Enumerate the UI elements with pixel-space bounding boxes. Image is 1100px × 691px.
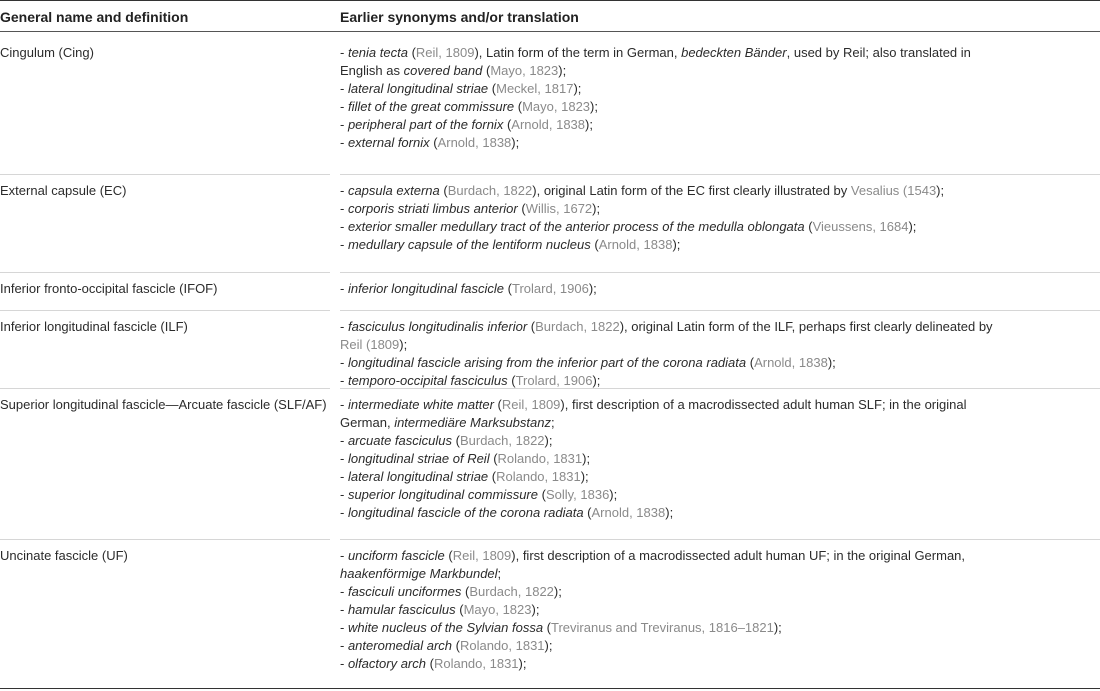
synonym-term: lateral longitudinal striae bbox=[347, 469, 489, 484]
synonym-term: white nucleus of the Sylvian fossa bbox=[347, 620, 544, 635]
citation: Burdach, 1822 bbox=[535, 319, 620, 334]
synonym-text: - bbox=[340, 81, 348, 96]
synonym-text: ; bbox=[550, 415, 555, 430]
synonym-text: ); bbox=[936, 183, 945, 198]
synonym-line bbox=[340, 336, 1100, 354]
synonym-term: arcuate fasciculus bbox=[347, 433, 453, 448]
synonym-term: fillet of the great commissure bbox=[347, 99, 515, 114]
synonyms-cell bbox=[340, 280, 1100, 298]
synonym-line bbox=[340, 450, 1100, 468]
synonym-line bbox=[340, 655, 1100, 673]
synonym-text: ); bbox=[592, 201, 601, 216]
synonym-text: - bbox=[340, 505, 348, 520]
synonym-text: ); bbox=[827, 355, 836, 370]
synonyms-cell bbox=[340, 396, 1100, 522]
synonym-text: ( bbox=[461, 584, 470, 599]
citation: Rolando, 1831 bbox=[496, 469, 581, 484]
row-separator-left bbox=[0, 272, 330, 273]
synonym-text: ); bbox=[399, 337, 408, 352]
synonym-text: ); bbox=[665, 505, 674, 520]
row-separator-left bbox=[0, 310, 330, 311]
citation: Burdach, 1822 bbox=[469, 584, 554, 599]
synonym-term: lateral longitudinal striae bbox=[347, 81, 489, 96]
synonym-line bbox=[340, 354, 1100, 372]
synonym-line bbox=[340, 182, 1100, 200]
synonym-text: - bbox=[340, 45, 348, 60]
synonym-term: intermediate white matter bbox=[347, 397, 494, 412]
synonym-term: longitudinal fascicle arising from the inferior part of the corona radiata bbox=[347, 355, 747, 370]
synonym-text: - bbox=[340, 355, 348, 370]
synonym-text: - bbox=[340, 602, 348, 617]
synonym-text: ( bbox=[504, 281, 512, 296]
citation: Rolando, 1831 bbox=[459, 638, 545, 653]
synonym-term: superior longitudinal commissure bbox=[347, 487, 538, 502]
citation: Mayo, 1823 bbox=[490, 63, 559, 78]
citation: Vieussens, 1684 bbox=[812, 219, 909, 234]
synonym-text: ); bbox=[531, 602, 540, 617]
synonym-term: exterior smaller medullary tract of the anterior process of the medulla oblongata bbox=[347, 219, 805, 234]
synonym-text: ); bbox=[553, 584, 562, 599]
synonym-term: covered band bbox=[403, 63, 483, 78]
synonym-text: ), Latin form of the term in German, bbox=[474, 45, 682, 60]
synonym-line bbox=[340, 432, 1100, 450]
general-name-cell: Inferior fronto-occipital fascicle (IFOF) bbox=[0, 281, 218, 296]
synonym-text: ); bbox=[558, 63, 567, 78]
synonym-text: ); bbox=[773, 620, 782, 635]
synonym-text: - bbox=[340, 117, 348, 132]
synonym-line bbox=[340, 504, 1100, 522]
synonym-line bbox=[340, 200, 1100, 218]
synonym-line bbox=[340, 619, 1100, 637]
synonym-term: inferior longitudinal fascicle bbox=[347, 281, 505, 296]
synonym-text: - bbox=[340, 451, 348, 466]
synonym-line bbox=[340, 62, 1100, 80]
synonym-text: ( bbox=[455, 602, 464, 617]
synonym-text: ( bbox=[583, 505, 592, 520]
citation: Meckel, 1817 bbox=[496, 81, 574, 96]
synonym-text: ( bbox=[488, 81, 497, 96]
synonym-text: - bbox=[340, 237, 348, 252]
synonym-line bbox=[340, 486, 1100, 504]
row-separator-right bbox=[340, 174, 1100, 175]
synonym-line bbox=[340, 134, 1100, 152]
synonym-text: ); bbox=[544, 638, 553, 653]
synonym-term: hamular fasciculus bbox=[347, 602, 456, 617]
synonym-text: ( bbox=[444, 548, 453, 563]
synonym-text: ( bbox=[507, 373, 516, 388]
synonym-text: - bbox=[340, 584, 348, 599]
synonym-text: ( bbox=[452, 638, 460, 653]
synonym-line bbox=[340, 318, 1100, 336]
synonym-line bbox=[340, 218, 1100, 236]
synonym-text: ( bbox=[452, 433, 460, 448]
citation: Reil, 1809 bbox=[452, 548, 512, 563]
synonym-text: - bbox=[340, 135, 348, 150]
synonym-text: , used by Reil; also translated in bbox=[786, 45, 971, 60]
synonym-text: ( bbox=[537, 487, 546, 502]
synonym-text: - bbox=[340, 548, 348, 563]
synonym-text: - bbox=[340, 281, 348, 296]
general-name-cell: Uncinate fascicle (UF) bbox=[0, 548, 128, 563]
synonym-term: medullary capsule of the lentiform nucleus bbox=[347, 237, 591, 252]
synonym-text: - bbox=[340, 638, 348, 653]
synonym-text: - bbox=[340, 319, 348, 334]
general-name-cell: Inferior longitudinal fascicle (ILF) bbox=[0, 319, 188, 334]
synonym-term: anteromedial arch bbox=[347, 638, 453, 653]
synonym-line bbox=[340, 396, 1100, 414]
row-separator-right bbox=[340, 272, 1100, 273]
synonym-term: haakenförmige Markbundel bbox=[340, 566, 498, 581]
synonym-text: German, bbox=[340, 415, 395, 430]
citation: Rolando, 1831 bbox=[497, 451, 583, 466]
synonym-text: ); bbox=[518, 656, 527, 671]
synonym-line bbox=[340, 80, 1100, 98]
synonym-text: ( bbox=[489, 451, 498, 466]
synonym-text: ( bbox=[804, 219, 813, 234]
citation: Arnold, 1838 bbox=[598, 237, 673, 252]
synonyms-cell bbox=[340, 547, 1100, 673]
row-separator-left bbox=[0, 388, 330, 389]
general-name-cell: Superior longitudinal fascicle—Arcuate fascicle (SLF/AF) bbox=[0, 397, 327, 412]
synonym-text: ( bbox=[746, 355, 755, 370]
synonym-text: ); bbox=[592, 373, 601, 388]
synonym-text: - bbox=[340, 487, 348, 502]
synonym-text: English as bbox=[340, 63, 404, 78]
synonym-line bbox=[340, 280, 1100, 298]
synonym-text: ( bbox=[590, 237, 599, 252]
citation: Treviranus and Treviranus, 1816–1821 bbox=[551, 620, 774, 635]
synonym-line bbox=[340, 637, 1100, 655]
synonym-text: ); bbox=[580, 469, 589, 484]
row-separator bbox=[0, 272, 1100, 273]
citation: Trolard, 1906 bbox=[512, 281, 589, 296]
synonym-term: intermediäre Marksubstanz bbox=[394, 415, 551, 430]
general-name-cell: External capsule (EC) bbox=[0, 183, 127, 198]
synonym-text: ); bbox=[585, 117, 593, 132]
synonym-term: unciform fascicle bbox=[347, 548, 445, 563]
synonym-term: fasciculus longitudinalis inferior bbox=[347, 319, 528, 334]
table-bottom-rule bbox=[0, 688, 1100, 689]
synonym-text: ; bbox=[497, 566, 502, 581]
citation: Arnold, 1838 bbox=[591, 505, 666, 520]
citation: Willis, 1672 bbox=[525, 201, 593, 216]
synonym-text: ( bbox=[426, 656, 434, 671]
synonym-line bbox=[340, 468, 1100, 486]
citation: Arnold, 1838 bbox=[511, 117, 586, 132]
synonym-text: ); bbox=[582, 451, 591, 466]
table-top-rule bbox=[0, 0, 1100, 1]
citation: Burdach, 1822 bbox=[447, 183, 533, 198]
citation: Rolando, 1831 bbox=[433, 656, 519, 671]
citation: Trolard, 1906 bbox=[515, 373, 593, 388]
synonym-text: ), original Latin form of the EC first clearly illustrated by bbox=[532, 183, 851, 198]
row-separator-left bbox=[0, 174, 330, 175]
synonym-term: fasciculi unciformes bbox=[347, 584, 462, 599]
synonym-text: ); bbox=[544, 433, 553, 448]
synonym-line bbox=[340, 44, 1100, 62]
synonyms-cell bbox=[340, 318, 1100, 390]
synonym-term: corporis striati limbus anterior bbox=[347, 201, 518, 216]
synonym-text: - bbox=[340, 183, 348, 198]
synonym-text: ), first description of a macrodissected adult human UF; in the original German, bbox=[511, 548, 966, 563]
synonym-text: - bbox=[340, 469, 348, 484]
synonym-text: ( bbox=[543, 620, 552, 635]
citation: Mayo, 1823 bbox=[463, 602, 532, 617]
row-separator bbox=[0, 174, 1100, 175]
synonym-text: ); bbox=[511, 135, 520, 150]
synonym-text: ( bbox=[503, 117, 512, 132]
synonym-line bbox=[340, 565, 1100, 583]
synonym-term: peripheral part of the fornix bbox=[347, 117, 504, 132]
synonym-line bbox=[340, 236, 1100, 254]
citation: Reil, 1809 bbox=[415, 45, 475, 60]
synonym-text: - bbox=[340, 656, 348, 671]
synonym-text: ( bbox=[488, 469, 497, 484]
synonyms-cell bbox=[340, 182, 1100, 254]
synonym-text: ); bbox=[573, 81, 582, 96]
synonym-term: capsula externa bbox=[347, 183, 440, 198]
synonym-text: - bbox=[340, 620, 348, 635]
table-header-rule bbox=[0, 31, 1100, 32]
synonym-text: ( bbox=[439, 183, 448, 198]
synonym-text: ( bbox=[493, 397, 502, 412]
synonym-term: longitudinal fascicle of the corona radiata bbox=[347, 505, 584, 520]
synonym-text: - bbox=[340, 433, 348, 448]
column-header-synonyms: Earlier synonyms and/or translation bbox=[340, 9, 579, 25]
citation: Arnold, 1838 bbox=[437, 135, 512, 150]
synonym-text: ); bbox=[590, 99, 598, 114]
citation: Burdach, 1822 bbox=[459, 433, 545, 448]
synonym-line bbox=[340, 98, 1100, 116]
synonym-text: ); bbox=[609, 487, 618, 502]
synonym-text: - bbox=[340, 373, 348, 388]
synonym-text: - bbox=[340, 397, 348, 412]
synonym-term: olfactory arch bbox=[347, 656, 426, 671]
synonym-term: longitudinal striae of Reil bbox=[347, 451, 490, 466]
synonym-text: ); bbox=[588, 281, 597, 296]
synonym-text: - bbox=[340, 219, 348, 234]
synonym-line bbox=[340, 601, 1100, 619]
citation: Solly, 1836 bbox=[545, 487, 610, 502]
synonym-text: ( bbox=[514, 99, 523, 114]
synonym-term: tenia tecta bbox=[347, 45, 408, 60]
citation: Arnold, 1838 bbox=[754, 355, 828, 370]
synonym-text: ); bbox=[672, 237, 681, 252]
row-separator-right bbox=[340, 310, 1100, 311]
column-header-general-name: General name and definition bbox=[0, 9, 189, 25]
synonym-text: ( bbox=[517, 201, 526, 216]
synonym-term: bedeckten Bänder bbox=[681, 45, 787, 60]
citation: Reil (1809 bbox=[340, 337, 400, 352]
citation: Reil, 1809 bbox=[501, 397, 561, 412]
synonym-text: ( bbox=[527, 319, 536, 334]
synonym-text: ), first description of a macrodissected adult human SLF; in the original bbox=[560, 397, 967, 412]
synonym-term: temporo-occipital fasciculus bbox=[347, 373, 508, 388]
row-separator-right bbox=[340, 539, 1100, 540]
synonym-text: ( bbox=[482, 63, 491, 78]
synonym-term: external fornix bbox=[347, 135, 430, 150]
synonym-line bbox=[340, 547, 1100, 565]
general-name-cell: Cingulum (Cing) bbox=[0, 45, 94, 60]
synonym-text: - bbox=[340, 99, 348, 114]
row-separator bbox=[0, 539, 1100, 540]
row-separator-left bbox=[0, 539, 330, 540]
row-separator bbox=[0, 310, 1100, 311]
synonym-text: ); bbox=[908, 219, 917, 234]
synonym-line bbox=[340, 414, 1100, 432]
citation: Vesalius (1543 bbox=[850, 183, 937, 198]
synonym-text: - bbox=[340, 201, 348, 216]
synonym-line bbox=[340, 372, 1100, 390]
synonyms-cell bbox=[340, 44, 1100, 152]
synonym-line bbox=[340, 583, 1100, 601]
synonym-text: ( bbox=[429, 135, 438, 150]
synonym-text: ( bbox=[407, 45, 416, 60]
synonym-text: ), original Latin form of the ILF, perhaps first clearly delineated by bbox=[619, 319, 993, 334]
citation: Mayo, 1823 bbox=[522, 99, 591, 114]
synonym-line bbox=[340, 116, 1100, 134]
